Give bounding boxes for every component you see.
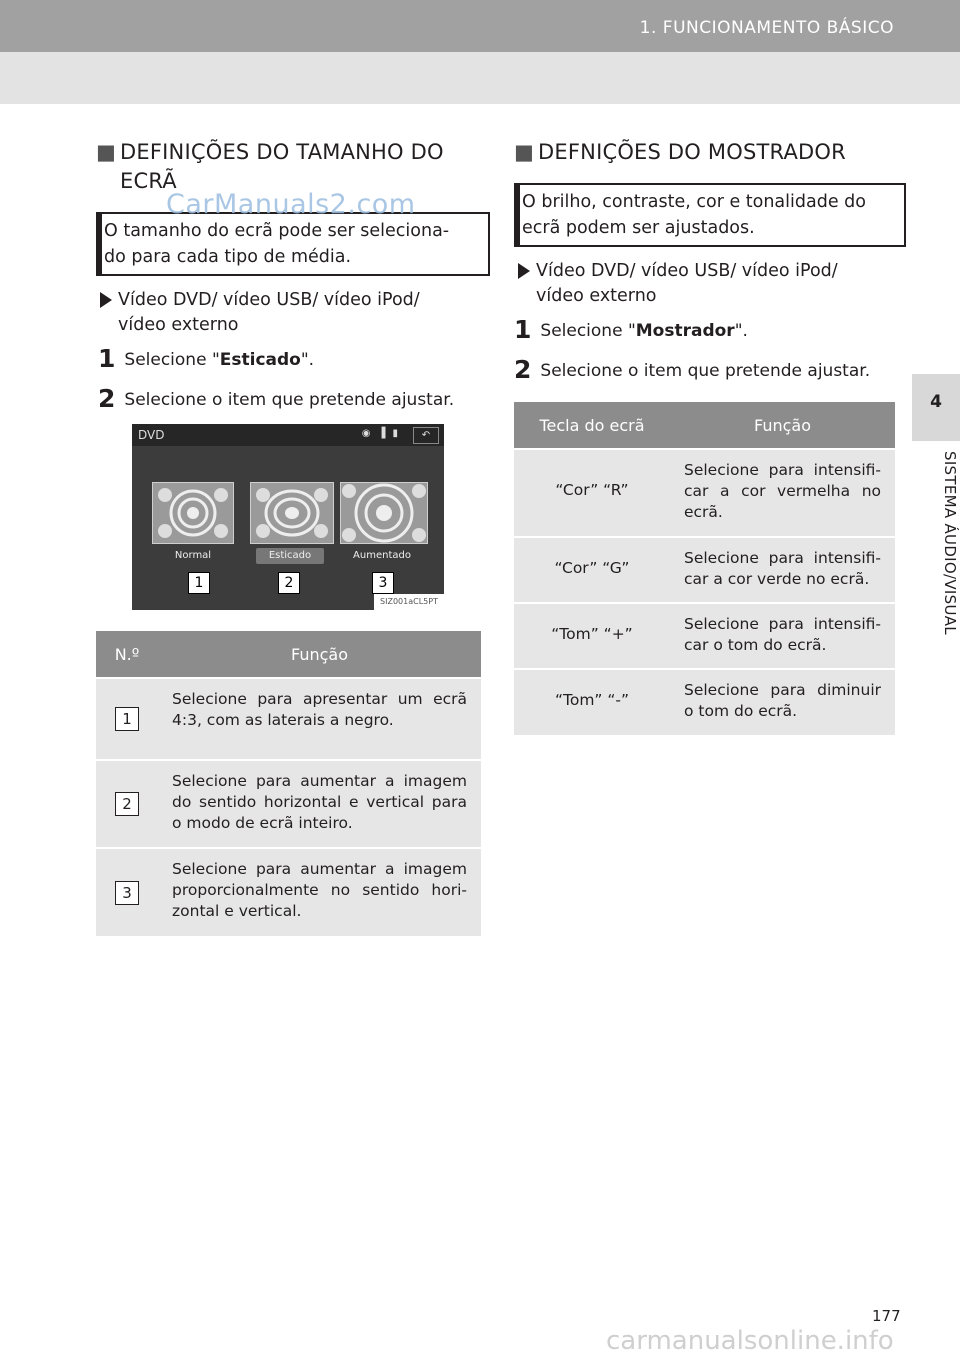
table-row [514, 537, 895, 603]
normal-pattern [152, 482, 234, 544]
back-icon: ↶ [413, 427, 439, 444]
table-row [514, 449, 895, 537]
info-box-screen-size [96, 212, 490, 276]
step-text: ". [734, 321, 748, 341]
status-icons: ◉ ▐ ▮ [361, 428, 400, 439]
test-pattern-icon [153, 483, 233, 543]
stretched-pattern [250, 482, 334, 544]
watermark-top: CarManuals2.com [166, 189, 416, 220]
step-text: ". [300, 350, 315, 370]
option-normal: Normal [174, 550, 212, 561]
number-box: 3 [115, 881, 139, 905]
chapter-tab-label: SISTEMA ÁUDIO/VISUAL [941, 451, 959, 635]
step-2 [98, 384, 454, 413]
screen-size-screenshot [132, 424, 444, 610]
bullet-line: Vídeo DVD/ vídeo USB/ vídeo iPod/ [536, 261, 838, 281]
table-row [514, 603, 895, 669]
option-zoom: Aumentado [353, 550, 411, 561]
bullet-media-types [100, 288, 483, 338]
info-box-line: O tamanho do ecrã pode ser seleciona- [104, 221, 450, 241]
info-box-line: O brilho, contraste, cor e tonalidade do [522, 192, 866, 212]
step-text: Selecione o item que pretende ajustar. [124, 390, 455, 410]
step-2 [514, 355, 870, 384]
callout-3: 3 [372, 572, 394, 594]
step-number: 2 [98, 384, 116, 413]
option-stretched: Esticado [256, 548, 324, 564]
info-box-line: do para cada tipo de média. [104, 247, 352, 267]
table-header: Função [670, 402, 895, 449]
table-row [96, 848, 481, 936]
header-subbar [0, 52, 960, 104]
callout-1: 1 [188, 572, 210, 594]
image-reference-code: SIZ001aCL5PT [374, 594, 444, 610]
section-title-line: DEFINIÇÕES DO TAMANHO DO [120, 140, 444, 164]
section-marker: ■ [96, 140, 117, 164]
chapter-title: 1. FUNCIONAMENTO BÁSICO [639, 18, 894, 38]
bullet-line: vídeo externo [118, 315, 239, 335]
table-cell-text: Selecione para diminuir o tom do ecrã. [670, 669, 895, 735]
table-cell-text: Selecione para apresentar um ecrã 4:3, com as laterais a negro. [158, 678, 481, 760]
table-header-row [514, 402, 895, 449]
step-text: Selecione " [124, 350, 220, 370]
table-row [96, 678, 481, 760]
table-cell-num [96, 760, 158, 848]
table-cell-text: Selecione para aumentar a imagem do sentido horizontal e vertical para o modo de ecrã inteiro. [158, 760, 481, 848]
screen-title: DVD [138, 428, 165, 442]
step-button-name: Esticado [219, 350, 301, 370]
table-cell-text: Selecione para intensifi- car a cor vermelha no ecrã. [670, 449, 895, 537]
display-settings-table [514, 402, 895, 735]
bullet-line: Vídeo DVD/ vídeo USB/ vídeo iPod/ [118, 290, 420, 310]
bullet-media-types [518, 259, 896, 309]
table-cell-num [96, 848, 158, 936]
table-cell-key: “Tom” “+” [514, 603, 670, 669]
table-cell-text: Selecione para intensifi- car a cor verde no ecrã. [670, 537, 895, 603]
table-cell-key: “Cor” “G” [514, 537, 670, 603]
bullet-arrow-icon [518, 263, 530, 279]
table-header: Tecla do ecrã [514, 402, 670, 449]
step-text: Selecione o item que pretende ajustar. [540, 361, 871, 381]
screen-size-table [96, 631, 481, 936]
page-number: 177 [872, 1307, 901, 1325]
zoomed-pattern [340, 482, 428, 544]
table-cell-key: “Cor” “R” [514, 449, 670, 537]
table-header-row [96, 631, 481, 678]
test-pattern-icon [251, 483, 333, 543]
step-text: Selecione " [540, 321, 636, 341]
table-cell-num [96, 678, 158, 760]
bullet-line: vídeo externo [536, 286, 657, 306]
number-box: 2 [115, 792, 139, 816]
table-cell-text: Selecione para aumentar a imagem proporcionalmente no sentido hori- zontal e vertical. [158, 848, 481, 936]
table-header: Função [158, 631, 481, 678]
test-pattern-icon [341, 483, 427, 543]
watermark-bottom: carmanualsonline.info [606, 1326, 894, 1356]
step-1 [514, 315, 748, 344]
info-box-bar [514, 185, 520, 245]
info-box-display [514, 183, 906, 247]
section-title-screen-size [96, 138, 486, 196]
table-row [514, 669, 895, 735]
step-1 [98, 344, 314, 373]
section-marker: ■ [514, 140, 535, 164]
step-number: 1 [98, 344, 116, 373]
number-box: 1 [115, 707, 139, 731]
section-title-line: DEFNIÇÕES DO MOSTRADOR [538, 140, 846, 164]
step-number: 2 [514, 355, 532, 384]
info-box-line: ecrã podem ser ajustados. [522, 218, 755, 238]
chapter-tab-number: 4 [912, 374, 960, 441]
step-button-name: Mostrador [635, 321, 735, 341]
table-row [96, 760, 481, 848]
step-number: 1 [514, 315, 532, 344]
table-cell-text: Selecione para intensifi- car o tom do ecrã. [670, 603, 895, 669]
table-header: N.º [96, 631, 158, 678]
info-box-bar [96, 214, 102, 274]
table-cell-key: “Tom” “-” [514, 669, 670, 735]
callout-2: 2 [278, 572, 300, 594]
section-title-line: ECRÃ [120, 169, 177, 193]
bullet-arrow-icon [100, 292, 112, 308]
section-title-display [514, 138, 894, 167]
